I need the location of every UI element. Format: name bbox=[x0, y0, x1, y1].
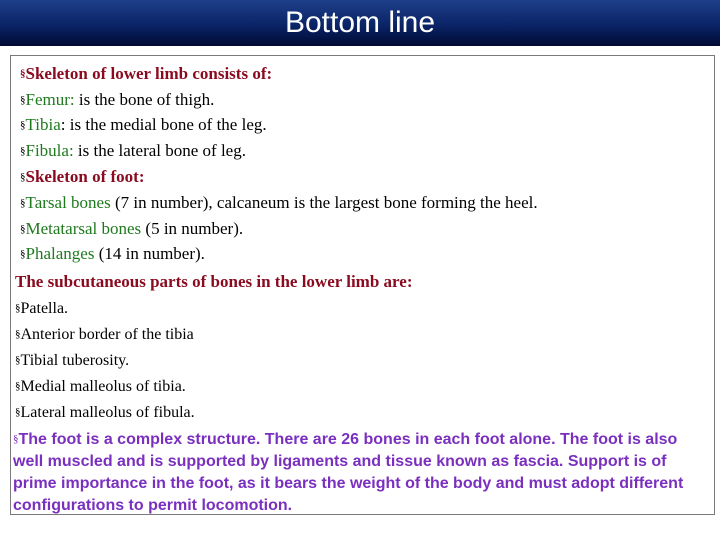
list-item bbox=[20, 90, 214, 110]
bullet: § bbox=[20, 248, 26, 260]
list-item bbox=[15, 300, 68, 318]
closing-paragraph bbox=[13, 428, 708, 517]
item-text: is the bone of thigh. bbox=[74, 90, 215, 109]
bullet: § bbox=[20, 171, 26, 183]
item-term: Metatarsal bones bbox=[25, 219, 142, 238]
list-item bbox=[20, 115, 267, 135]
section1-heading bbox=[20, 64, 272, 84]
section2-heading: The subcutaneous parts of bones in the lower limb are: bbox=[15, 272, 413, 291]
item-text: (14 in number). bbox=[94, 244, 205, 263]
item-text: Medial malleolus of tibia. bbox=[20, 378, 186, 395]
bullet: § bbox=[15, 380, 21, 392]
item-text: Anterior border of the tibia bbox=[20, 326, 194, 343]
list-item bbox=[20, 141, 246, 161]
bullet: § bbox=[15, 328, 21, 340]
item-text: : is the medial bone of the leg. bbox=[60, 115, 267, 134]
bullet: § bbox=[20, 197, 26, 209]
list-item bbox=[20, 193, 538, 213]
bullet: § bbox=[20, 223, 26, 235]
item-text: is the lateral bone of leg. bbox=[73, 141, 246, 160]
bullet: § bbox=[20, 145, 26, 157]
item-text: (5 in number). bbox=[141, 219, 244, 238]
item-text: Tibial tuberosity. bbox=[20, 352, 130, 369]
slide-title: Bottom line bbox=[284, 6, 436, 39]
list-item bbox=[15, 378, 186, 396]
item-text: Lateral malleolus of fibula. bbox=[20, 404, 195, 421]
list-item bbox=[20, 219, 243, 239]
bullet: § bbox=[20, 68, 26, 80]
item-term: Femur: bbox=[25, 90, 75, 109]
item-text: (7 in number), calcaneum is the largest bone forming the heel. bbox=[110, 193, 538, 212]
bullet: § bbox=[15, 302, 21, 314]
item-term: Skeleton of foot: bbox=[25, 167, 145, 186]
item-term: Phalanges bbox=[25, 244, 95, 263]
item-term: Tarsal bones bbox=[25, 193, 111, 212]
bullet: § bbox=[15, 406, 21, 418]
list-item bbox=[15, 352, 129, 370]
bullet: § bbox=[15, 354, 21, 366]
bullet: § bbox=[13, 433, 19, 445]
closing-paragraph-text: The foot is a complex structure. There are 26 bones in each foot alone. The foot is also well muscled and is supported by ligaments and tissue known as fascia. Support is of prime importance in the foot, as it bears the weight of the body and must adopt different configurations to permit locomotion. bbox=[13, 431, 684, 514]
item-term: Tibia bbox=[25, 115, 61, 134]
item-text: Patella. bbox=[20, 300, 69, 317]
list-item bbox=[20, 244, 205, 264]
bullet: § bbox=[20, 119, 26, 131]
list-item bbox=[20, 167, 144, 187]
bullet: § bbox=[20, 94, 26, 106]
section1-heading-text: Skeleton of lower limb consists of: bbox=[25, 64, 273, 83]
item-term: Fibula: bbox=[25, 141, 74, 160]
list-item bbox=[15, 404, 195, 422]
list-item bbox=[15, 326, 194, 344]
title-bar bbox=[0, 0, 720, 46]
